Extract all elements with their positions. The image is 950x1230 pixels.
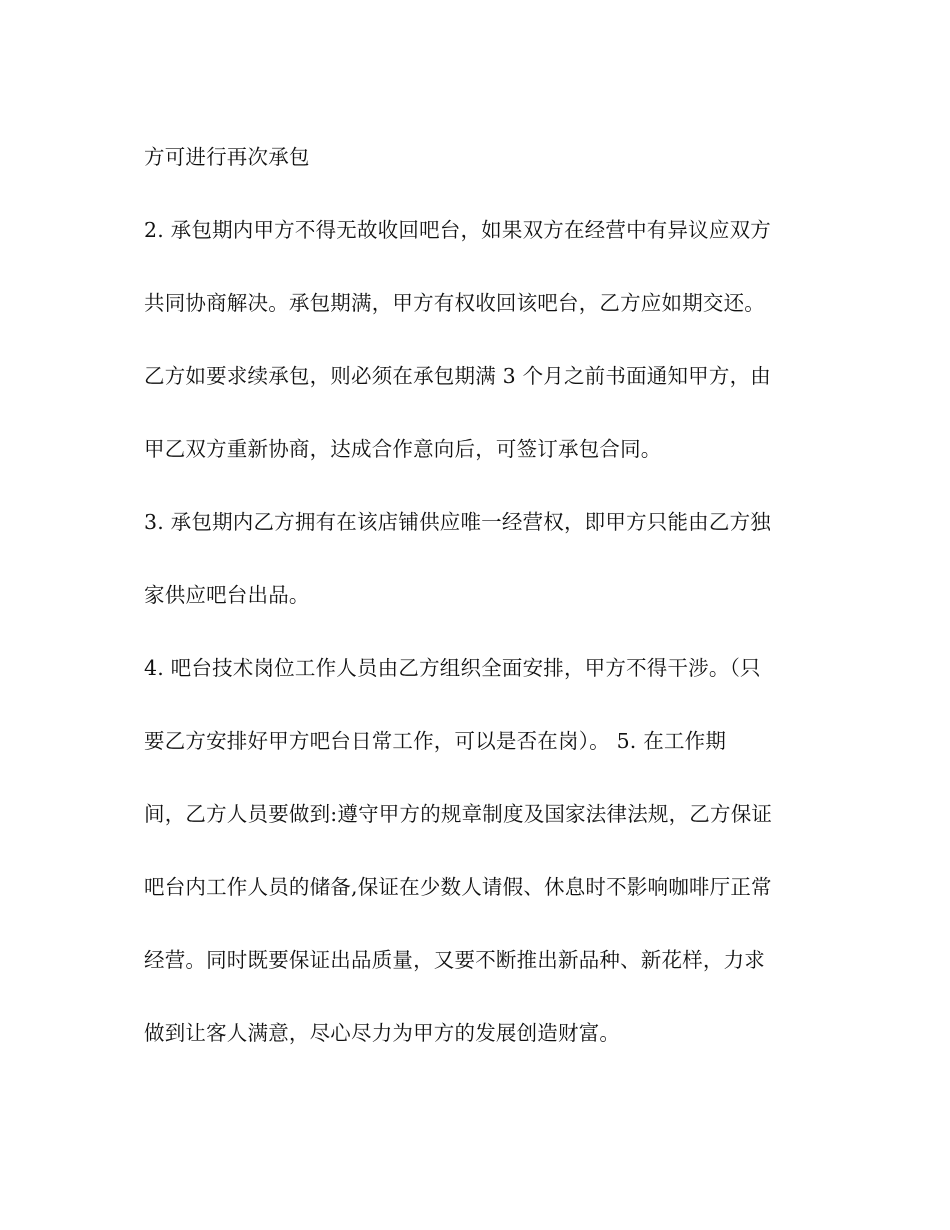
text-line: 经营。同时既要保证出品质量，又要不断推出新品种、新花样，力求 [144,948,765,972]
text-line: 乙方如要求续承包，则必须在承包期满 3 个月之前书面通知甲方，由 [144,364,771,388]
text-line: 3. 承包期内乙方拥有在该店铺供应唯一经营权，即甲方只能由乙方独 [144,510,771,534]
text-line: 要乙方安排好甲方吧台日常工作，可以是否在岗）。 5. 在工作期 [144,729,727,753]
text-line: 2. 承包期内甲方不得无故收回吧台，如果双方在经营中有异议应双方 [144,218,771,242]
text-line: 间，乙方人员要做到:遵守甲方的规章制度及国家法律法规，乙方保证 [144,802,773,826]
text-line: 吧台内工作人员的储备,保证在少数人请假、休息时不影响咖啡厅正常 [144,875,772,899]
text-line: 甲乙双方重新协商，达成合作意向后，可签订承包合同。 [144,437,662,461]
text-line: 方可进行再次承包 [144,145,310,169]
document-body [144,134,824,1083]
text-line: 共同协商解决。承包期满，甲方有权收回该吧台，乙方应如期交还。 [144,291,765,315]
text-line: 做到让客人满意，尽心尽力为甲方的发展创造财富。 [144,1021,621,1045]
text-line: 4. 吧台技术岗位工作人员由乙方组织全面安排，甲方不得干涉。（只 [144,656,761,680]
text-line: 家供应吧台出品。 [144,583,310,607]
